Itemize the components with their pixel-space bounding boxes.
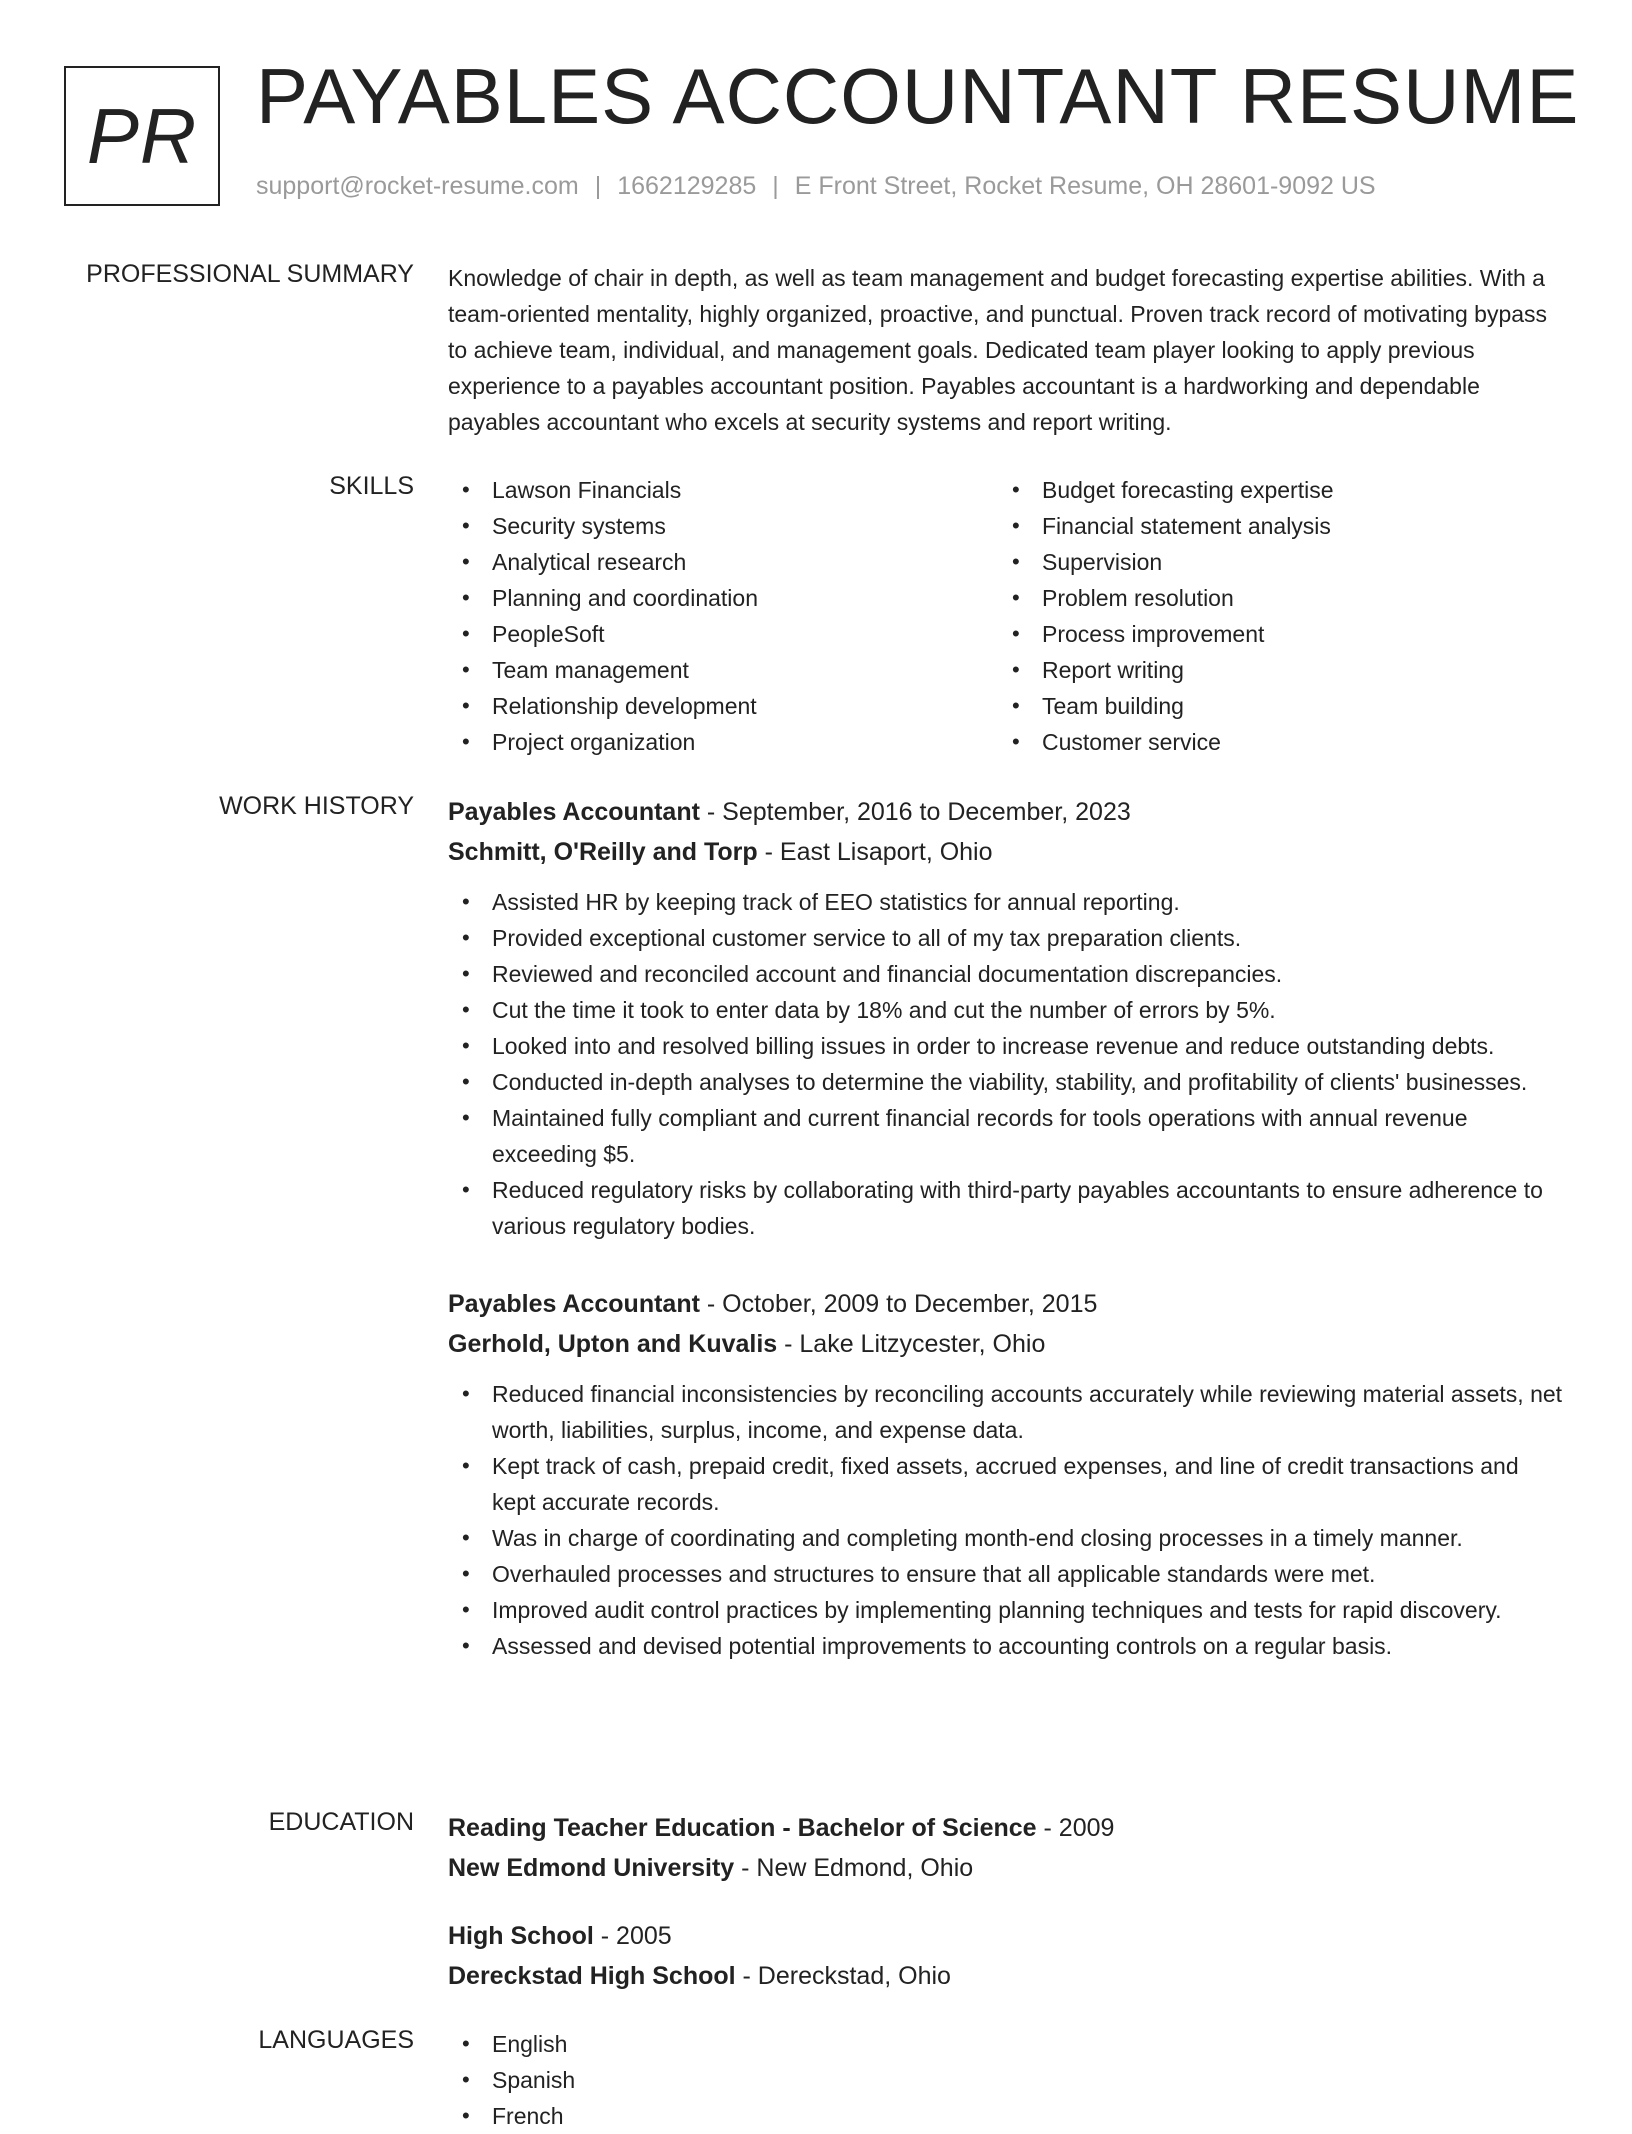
contact-separator: | [772,172,779,200]
list-item: • Process improvement [998,616,1548,652]
summary-text: Knowledge of chair in depth, as well as team management and budget forecasting expertise abilities. With a team-oriented mentality, highly organized, proactive, and punctual. Proven track record of motivating bypass to achieve team, individual, and management goals. Dedicated team player looking to apply previous experience to a payables accountant position. Payables accountant is a hardworking and dependable payables accountant who excels at security systems and report writing. [448,265,1548,435]
list-item: • Assisted HR by keeping track of EEO statistics for annual reporting. [448,884,1568,920]
list-item: • Problem resolution [998,580,1548,616]
skills-body [448,472,1568,760]
job-entry [448,1284,1568,1664]
list-item: • Maintained fully compliant and current financial records for tools operations with annual revenue exceeding $5. [448,1100,1568,1172]
list-item: • Project organization [448,724,998,760]
list-item: • Provided exceptional customer service to all of my tax preparation clients. [448,920,1568,956]
list-item: • Customer service [998,724,1548,760]
skills-list-left [448,472,998,760]
job-title-line [448,1284,1568,1324]
list-item: • Planning and coordination [448,580,998,616]
list-item: • French [448,2098,1568,2134]
list-item: • Conducted in-depth analyses to determine the viability, stability, and profitability of clients' businesses. [448,1064,1568,1100]
list-item: • Team building [998,688,1548,724]
job-title: Payables Accountant [448,798,700,826]
contact-email: support@rocket-resume.com [256,172,579,200]
work-history-body [448,792,1568,1664]
list-item: • Analytical research [448,544,998,580]
list-item: • Team management [448,652,998,688]
education-body [448,1808,1568,1996]
education-degree-line [448,1916,1568,1956]
job-dates: - September, 2016 to December, 2023 [699,798,1131,826]
list-item: • Supervision [998,544,1548,580]
summary-body [448,260,1568,440]
skills-column-right [998,472,1548,760]
job-entry [448,792,1568,1244]
resume-title: PAYABLES ACCOUNTANT RESUME [256,52,1580,140]
education-school-line [448,1956,1568,1996]
list-item: • Report writing [998,652,1548,688]
list-item: • Lawson Financials [448,472,998,508]
monogram-initials: PR [86,91,198,180]
list-item: • Spanish [448,2062,1568,2098]
list-item: • Financial statement analysis [998,508,1548,544]
monogram-box [64,66,220,206]
job-title-line [448,792,1568,832]
education-entry [448,1808,1568,1888]
education-location: - New Edmond, Ohio [734,1854,974,1882]
skills-column-left [448,472,998,760]
job-dates: - October, 2009 to December, 2015 [699,1290,1098,1318]
job-location: - East Lisaport, Ohio [757,838,993,866]
contact-address: E Front Street, Rocket Resume, OH 28601-9092 US [794,172,1376,200]
skills-label: SKILLS [329,472,414,500]
list-item: • PeopleSoft [448,616,998,652]
education-location: - Dereckstad, Ohio [735,1962,951,1990]
list-item: • Was in charge of coordinating and completing month-end closing processes in a timely manner. [448,1520,1568,1556]
job-company-line [448,1324,1568,1364]
job-company: Gerhold, Upton and Kuvalis [448,1330,778,1358]
list-item: • Improved audit control practices by implementing planning techniques and tests for rapid discovery. [448,1592,1568,1628]
list-item: • Kept track of cash, prepaid credit, fixed assets, accrued expenses, and line of credit transactions and kept accurate records. [448,1448,1568,1520]
education-degree: Reading Teacher Education - Bachelor of Science [448,1814,1037,1842]
education-school: New Edmond University [448,1854,735,1882]
job-company-line [448,832,1568,872]
education-year: - 2009 [1036,1814,1115,1842]
job-company: Schmitt, O'Reilly and Torp [448,838,758,866]
languages-list [448,2026,1568,2134]
list-item: • Assessed and devised potential improvements to accounting controls on a regular basis. [448,1628,1568,1664]
languages-label: LANGUAGES [258,2026,414,2054]
job-title: Payables Accountant [448,1290,700,1318]
education-degree-line [448,1808,1568,1848]
list-item: • Looked into and resolved billing issues in order to increase revenue and reduce outstanding debts. [448,1028,1568,1064]
job-location: - Lake Litzycester, Ohio [777,1330,1046,1358]
education-label: EDUCATION [268,1808,414,1836]
contact-phone: 1662129285 [617,172,757,200]
job-bullets [448,884,1568,1244]
contact-separator: | [594,172,602,200]
languages-body [448,2026,1568,2134]
work-history-label: WORK HISTORY [219,792,414,820]
education-degree: High School [448,1922,594,1950]
list-item: • Security systems [448,508,998,544]
list-item: • Budget forecasting expertise [998,472,1548,508]
education-year: - 2005 [593,1922,672,1950]
list-item: • Reduced financial inconsistencies by reconciling accounts accurately while reviewing material assets, net worth, liabilities, surplus, income, and expense data. [448,1376,1568,1448]
list-item: • Reduced regulatory risks by collaborating with third-party payables accountants to ensure adherence to various regulatory bodies. [448,1172,1568,1244]
list-item: • Cut the time it took to enter data by 18% and cut the number of errors by 5%. [448,992,1568,1028]
summary-label: PROFESSIONAL SUMMARY [86,260,414,288]
list-item: • Reviewed and reconciled account and financial documentation discrepancies. [448,956,1568,992]
education-entry [448,1916,1568,1996]
education-school: Dereckstad High School [448,1962,736,1990]
list-item: • English [448,2026,1568,2062]
list-item: • Relationship development [448,688,998,724]
job-bullets [448,1376,1568,1664]
education-school-line [448,1848,1568,1888]
list-item: • Overhauled processes and structures to ensure that all applicable standards were met. [448,1556,1568,1592]
skills-list-right [998,472,1548,760]
contact-line [256,172,1376,201]
